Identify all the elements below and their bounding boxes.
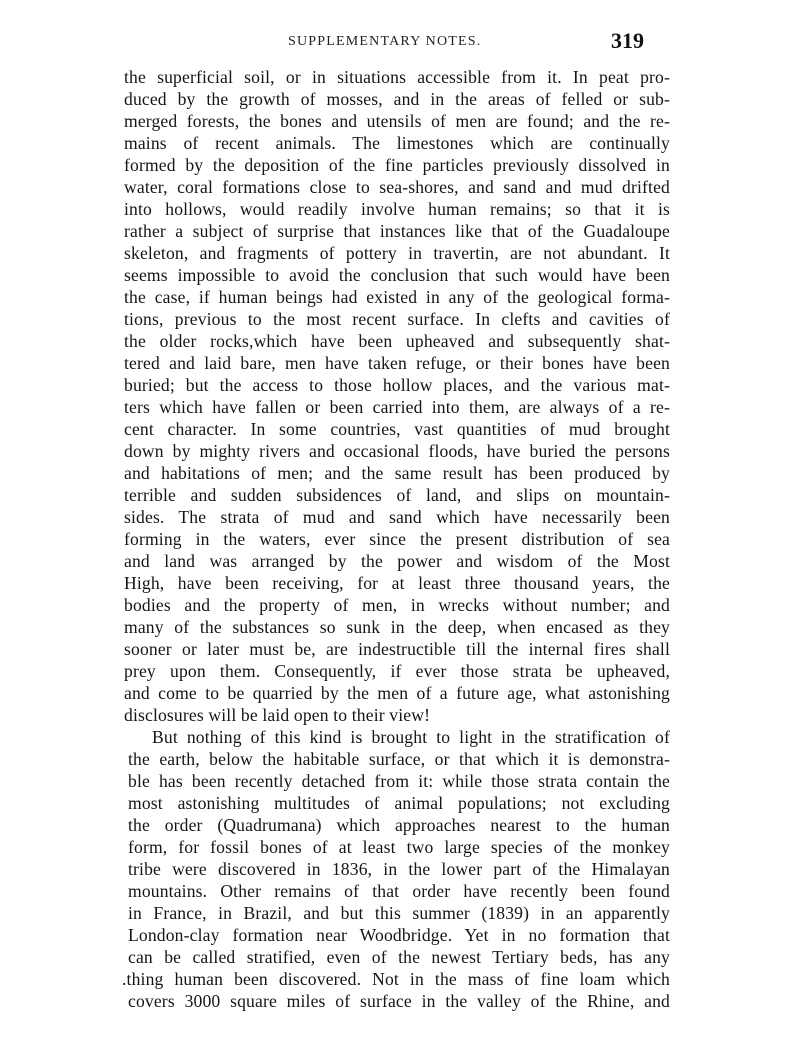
text-line: water, coral formations close to sea-shores, and sand and mud drifted <box>124 177 670 197</box>
text-line: and habitations of men; and the same result has been produced by <box>124 463 670 483</box>
text-line: and come to be quarried by the men of a future age, what astonishing <box>124 683 670 703</box>
text-line: skeleton, and fragments of pottery in travertin, are not abundant. It <box>124 243 670 263</box>
text-line: disclosures will be laid open to their view! <box>124 705 431 725</box>
text-line: into hollows, would readily involve human remains; so that it is <box>124 199 670 219</box>
text-line: tions, previous to the most recent surface. In clefts and cavities of <box>124 309 670 329</box>
text-line: ters which have fallen or been carried into them, are always of a re- <box>124 397 670 417</box>
text-line: forming in the waters, ever since the present distribution of sea <box>124 529 670 549</box>
text-line: sides. The strata of mud and sand which have necessarily been <box>124 507 670 527</box>
text-line: merged forests, the bones and utensils of men are found; and the re- <box>124 111 670 131</box>
text-line: in France, in Brazil, and but this summer (1839) in an apparently <box>128 903 670 923</box>
text-line: sooner or later must be, are indestructible till the internal fires shall <box>124 639 670 659</box>
text-line: cent character. In some countries, vast quantities of mud brought <box>124 419 670 439</box>
text-line: tribe were discovered in 1836, in the lower part of the Himalayan <box>128 859 670 879</box>
text-line: High, have been receiving, for at least three thousand years, the <box>124 573 670 593</box>
text-line: formed by the deposition of the fine particles previously dissolved in <box>124 155 670 175</box>
text-line: most astonishing multitudes of animal populations; not excluding <box>128 793 670 813</box>
text-line: the older rocks,which have been upheaved and subsequently shat- <box>124 331 670 351</box>
page-number: 319 <box>611 28 644 53</box>
text-line: covers 3000 square miles of surface in the valley of the Rhine, and <box>128 991 670 1011</box>
text-line: prey upon them. Consequently, if ever those strata be upheaved, <box>124 661 670 681</box>
text-line: buried; but the access to those hollow places, and the various mat- <box>124 375 670 395</box>
text-line: London-clay formation near Woodbridge. Yet in no formation that <box>128 925 670 945</box>
text-line: ble has been recently detached from it: while those strata contain the <box>128 771 670 791</box>
text-line: terrible and sudden subsidences of land, and slips on mountain- <box>124 485 670 505</box>
text-line: bodies and the property of men, in wrecks without number; and <box>124 595 670 615</box>
text-line: But nothing of this kind is brought to light in the stratification of <box>152 727 670 747</box>
text-line: the case, if human beings had existed in any of the geological forma- <box>124 287 670 307</box>
text-line: can be called stratified, even of the newest Tertiary beds, has any <box>128 947 670 967</box>
text-line: down by mighty rivers and occasional floods, have buried the persons <box>124 441 670 461</box>
text-line: the order (Quadrumana) which approaches nearest to the human <box>128 815 670 835</box>
text-line: tered and laid bare, men have taken refuge, or their bones have been <box>124 353 670 373</box>
text-line: many of the substances so sunk in the deep, when encased as they <box>124 617 670 637</box>
text-line: mains of recent animals. The limestones which are continually <box>124 133 670 153</box>
text-line: rather a subject of surprise that instances like that of the Guadaloupe <box>124 221 670 241</box>
text-line: the earth, below the habitable surface, or that which it is demonstra- <box>128 749 670 769</box>
running-head: SUPPLEMENTARY NOTES. <box>288 34 482 49</box>
text-line: .thing human been discovered. Not in the mass of fine loam which <box>122 969 670 989</box>
text-line: and land was arranged by the power and wisdom of the Most <box>124 551 670 571</box>
text-line: form, for fossil bones of at least two large species of the monkey <box>128 837 670 857</box>
text-line: duced by the growth of mosses, and in the areas of felled or sub- <box>124 89 670 109</box>
text-line: the superficial soil, or in situations accessible from it. In peat pro- <box>124 67 670 87</box>
text-line: seems impossible to avoid the conclusion that such would have been <box>124 265 670 285</box>
text-line: mountains. Other remains of that order have recently been found <box>128 881 670 901</box>
